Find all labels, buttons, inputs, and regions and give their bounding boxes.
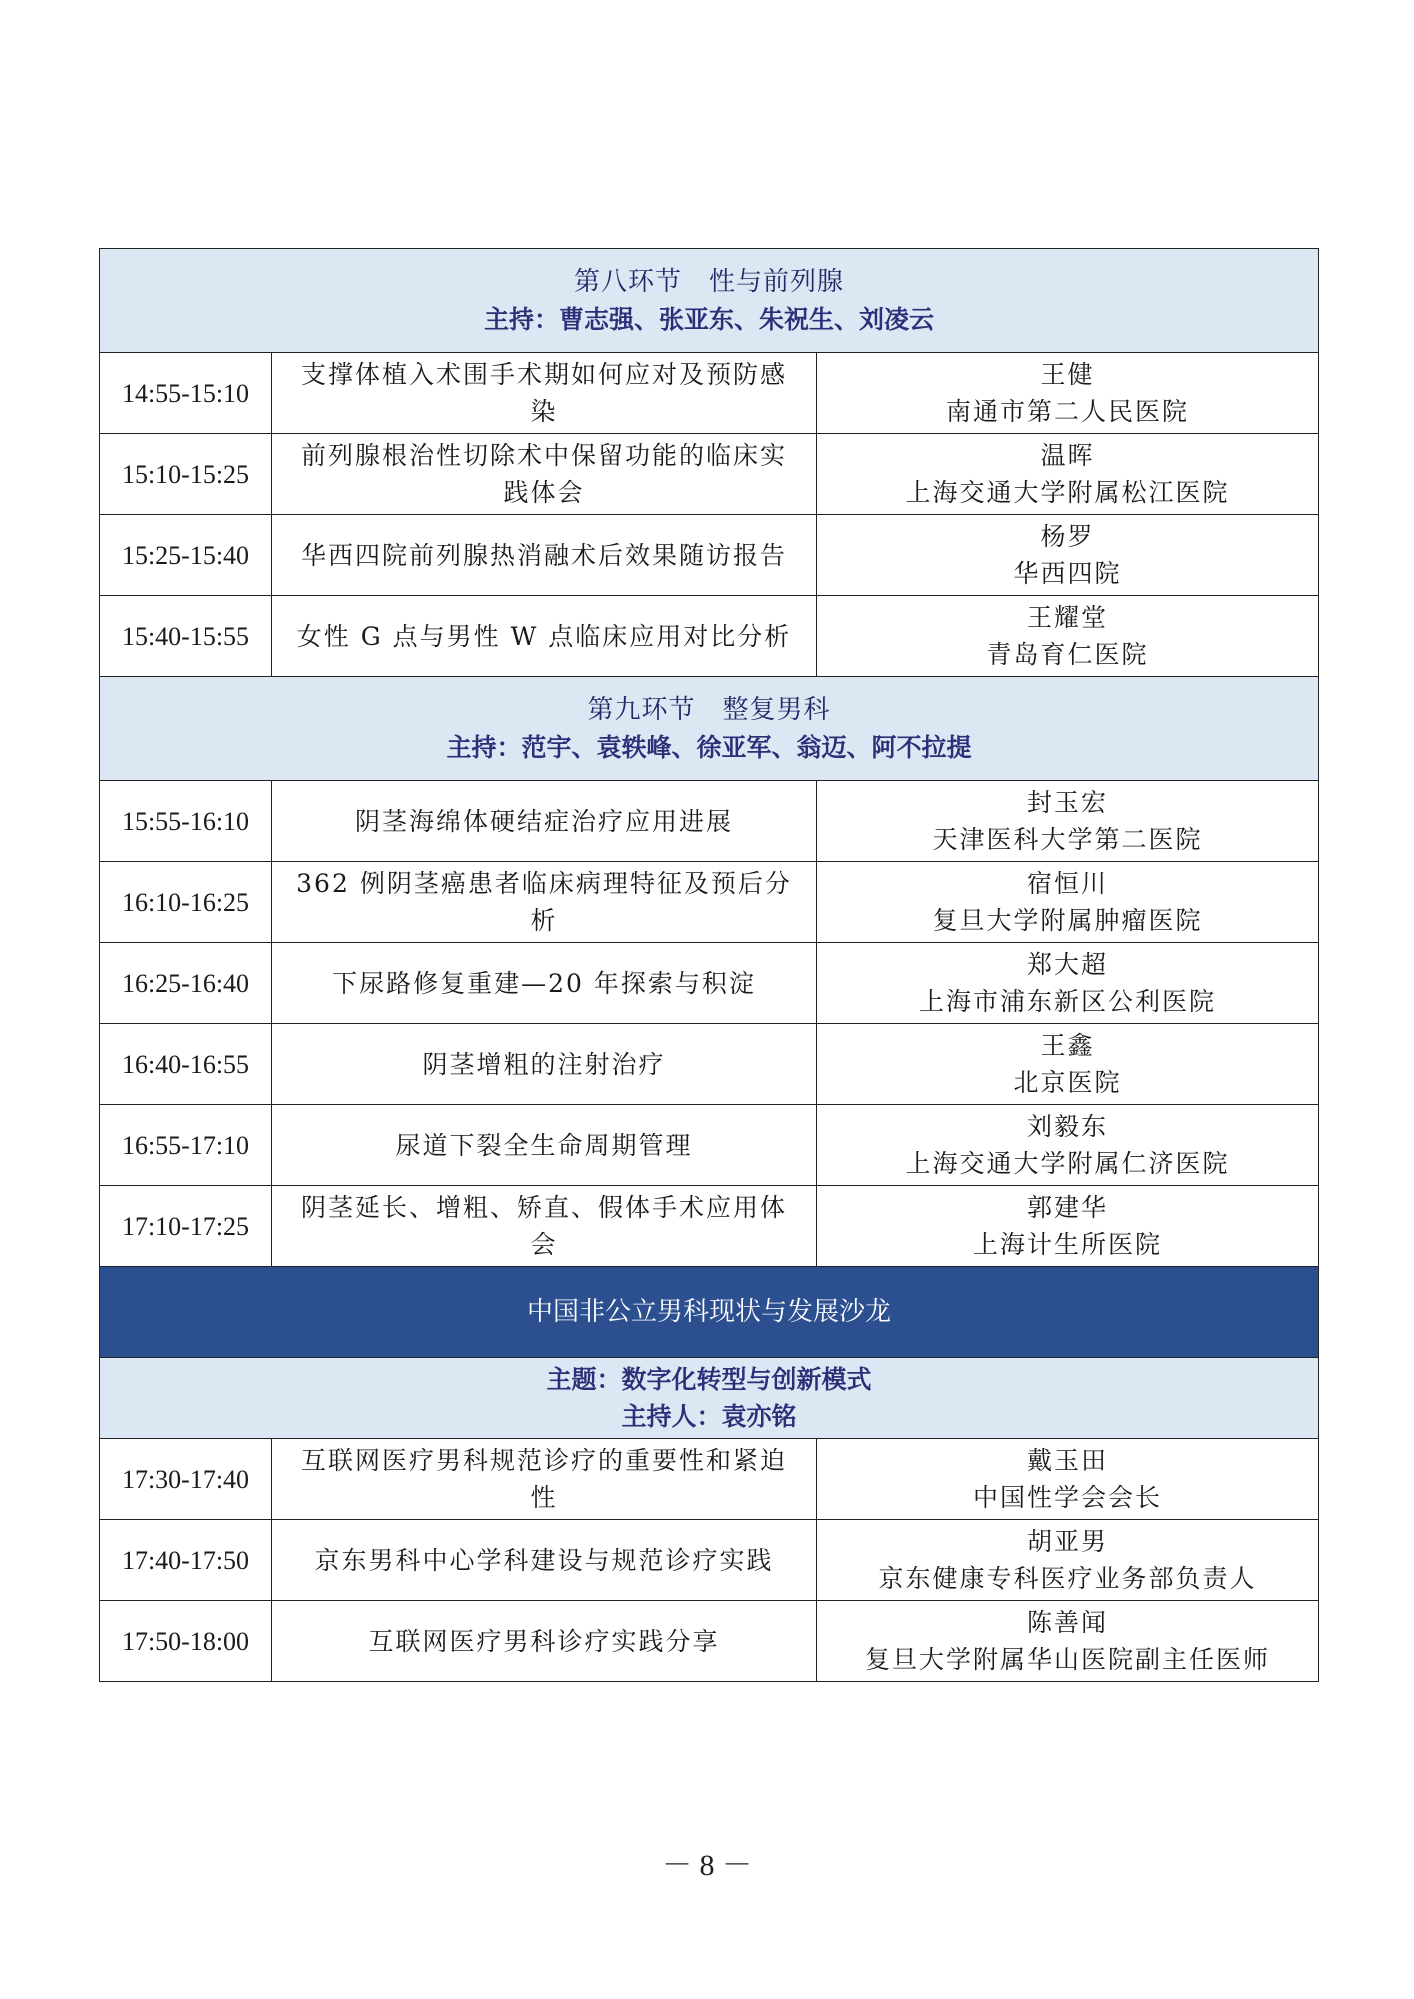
table-row: [100, 943, 1319, 1024]
speaker-cell: [817, 434, 1319, 515]
table-row: [100, 1186, 1319, 1267]
talk-topic: 前列腺根治性切除术中保留功能的临床实践体会: [272, 434, 817, 515]
speaker-affiliation: 北京医院: [1013, 1068, 1122, 1097]
session-8-header: [100, 249, 1319, 353]
table-row: [100, 1105, 1319, 1186]
session-8-hosts: 主持：曹志强、张亚东、朱祝生、刘凌云: [484, 304, 935, 334]
speaker-name: 陈善闻: [1027, 1608, 1109, 1637]
table-row: [100, 434, 1319, 515]
speaker-name: 胡亚男: [1027, 1527, 1109, 1556]
speaker-affiliation: 天津医科大学第二医院: [932, 825, 1203, 854]
page-number: － 8 －: [662, 1849, 752, 1882]
speaker-affiliation: 复旦大学附属肿瘤医院: [932, 906, 1203, 935]
time-slot: 15:25-15:40: [100, 515, 272, 596]
speaker-name: 温晖: [1040, 441, 1095, 470]
talk-topic: 京东男科中心学科建设与规范诊疗实践: [272, 1520, 817, 1601]
talk-topic: 阴茎延长、增粗、矫直、假体手术应用体会: [272, 1186, 817, 1267]
speaker-name: 杨罗: [1040, 522, 1095, 551]
speaker-affiliation: 上海计生所医院: [973, 1230, 1163, 1259]
talk-topic: 互联网医疗男科诊疗实践分享: [272, 1601, 817, 1682]
talk-topic: 下尿路修复重建—20 年探索与积淀: [272, 943, 817, 1024]
session-9-header: [100, 677, 1319, 781]
time-slot: 14:55-15:10: [100, 353, 272, 434]
speaker-cell: [817, 943, 1319, 1024]
speaker-affiliation: 中国性学会会长: [973, 1483, 1163, 1512]
speaker-cell: [817, 1024, 1319, 1105]
speaker-affiliation: 上海市浦东新区公利医院: [919, 987, 1217, 1016]
talk-topic: 女性 G 点与男性 W 点临床应用对比分析: [272, 596, 817, 677]
table-row: [100, 781, 1319, 862]
speaker-name: 郑大超: [1027, 950, 1109, 979]
speaker-name: 郭建华: [1027, 1193, 1109, 1222]
talk-topic: 阴茎海绵体硬结症治疗应用进展: [272, 781, 817, 862]
speaker-name: 王健: [1040, 360, 1095, 389]
speaker-name: 刘毅东: [1027, 1112, 1109, 1141]
time-slot: 17:30-17:40: [100, 1439, 272, 1520]
speaker-name: 宿恒川: [1027, 869, 1109, 898]
table-row: [100, 1439, 1319, 1520]
session-9-hosts: 主持：范宇、袁轶峰、徐亚军、翁迈、阿不拉提: [446, 732, 972, 762]
talk-topic: 尿道下裂全生命周期管理: [272, 1105, 817, 1186]
time-slot: 15:40-15:55: [100, 596, 272, 677]
table-row: [100, 353, 1319, 434]
speaker-name: 戴玉田: [1027, 1446, 1109, 1475]
time-slot: 16:10-16:25: [100, 862, 272, 943]
table-row: [100, 596, 1319, 677]
table-row: [100, 1520, 1319, 1601]
session-8-title: 第八环节 性与前列腺: [574, 266, 845, 297]
speaker-cell: [817, 1601, 1319, 1682]
time-slot: 15:55-16:10: [100, 781, 272, 862]
talk-topic: 华西四院前列腺热消融术后效果随访报告: [272, 515, 817, 596]
time-slot: 17:40-17:50: [100, 1520, 272, 1601]
speaker-name: 王鑫: [1040, 1031, 1095, 1060]
salon-theme: 主题：数字化转型与创新模式: [546, 1365, 872, 1394]
speaker-name: 王耀堂: [1027, 603, 1109, 632]
speaker-name: 封玉宏: [1027, 788, 1109, 817]
speaker-affiliation: 复旦大学附属华山医院副主任医师: [865, 1645, 1271, 1674]
salon-header: [100, 1358, 1319, 1439]
speaker-cell: [817, 596, 1319, 677]
salon-host: 主持人：袁亦铭: [621, 1402, 797, 1431]
table-row: [100, 1024, 1319, 1105]
table-row: [100, 515, 1319, 596]
talk-topic: 支撑体植入术围手术期如何应对及预防感染: [272, 353, 817, 434]
talk-topic: 362 例阴茎癌患者临床病理特征及预后分析: [272, 862, 817, 943]
time-slot: 16:25-16:40: [100, 943, 272, 1024]
speaker-cell: [817, 1105, 1319, 1186]
speaker-affiliation: 青岛育仁医院: [986, 640, 1149, 669]
table-row: [100, 862, 1319, 943]
time-slot: 16:40-16:55: [100, 1024, 272, 1105]
speaker-affiliation: 上海交通大学附属仁济医院: [905, 1149, 1230, 1178]
speaker-affiliation: 京东健康专科医疗业务部负责人: [878, 1564, 1257, 1593]
time-slot: 15:10-15:25: [100, 434, 272, 515]
talk-topic: 阴茎增粗的注射治疗: [272, 1024, 817, 1105]
speaker-cell: [817, 781, 1319, 862]
session-9-title: 第九环节 整复男科: [587, 694, 831, 725]
speaker-affiliation: 南通市第二人民医院: [946, 397, 1190, 426]
speaker-cell: [817, 862, 1319, 943]
speaker-cell: [817, 1186, 1319, 1267]
speaker-cell: [817, 1439, 1319, 1520]
time-slot: 17:50-18:00: [100, 1601, 272, 1682]
time-slot: 17:10-17:25: [100, 1186, 272, 1267]
salon-title: 中国非公立男科现状与发展沙龙: [100, 1267, 1319, 1358]
schedule-table: [99, 248, 1319, 1682]
talk-topic: 互联网医疗男科规范诊疗的重要性和紧迫性: [272, 1439, 817, 1520]
speaker-cell: [817, 353, 1319, 434]
speaker-affiliation: 上海交通大学附属松江医院: [905, 478, 1230, 507]
table-row: [100, 1601, 1319, 1682]
salon-banner: [100, 1267, 1319, 1358]
speaker-affiliation: 华西四院: [1013, 559, 1122, 588]
speaker-cell: [817, 515, 1319, 596]
time-slot: 16:55-17:10: [100, 1105, 272, 1186]
speaker-cell: [817, 1520, 1319, 1601]
